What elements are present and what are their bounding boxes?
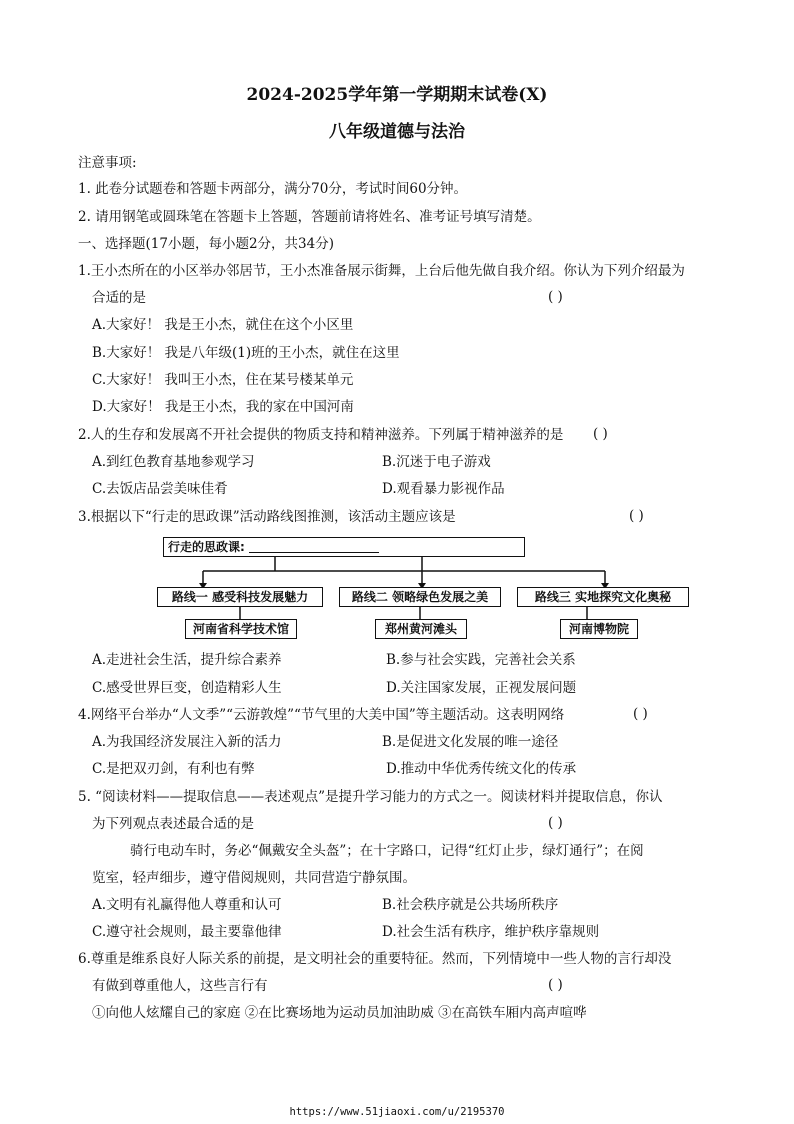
q5-answer-paren: ( ) (548, 815, 563, 831)
diagram-top-label: 行走的思政课: (168, 540, 245, 554)
q5-stem-line1: 5. “阅读材料——提取信息——表述观点”是提升学习能力的方式之一。阅读材料并提取信息，你认 (78, 789, 663, 805)
diagram-top-box (163, 537, 525, 557)
q5-option-d: D.社会生活有秩序，维护秩序靠规则 (382, 924, 600, 940)
q4-option-b: B.是促进文化发展的唯一途径 (382, 734, 559, 750)
q6-items: ①向他人炫耀自己的家庭 ②在比赛场地为运动员加油助威 ③在高铁车厢内高声喧哗 (92, 1005, 587, 1021)
q2-answer-paren: ( ) (593, 426, 608, 442)
q2-stem: 2.人的生存和发展离不开社会提供的物质支持和精神滋养。下列属于精神滋养的是 (78, 427, 564, 443)
route-diagram (155, 537, 672, 642)
q4-option-a: A.为我国经济发展注入新的活力 (92, 734, 282, 750)
q3-stem: 3.根据以下“行走的思政课”活动路线图推测，该活动主题应该是 (78, 509, 456, 525)
q3-answer-paren: ( ) (629, 508, 644, 524)
q1-stem-line1: 1.王小杰所在的小区举办邻居节，王小杰准备展示街舞，上台后他先做自我介绍。你认为下列介绍最为 (78, 263, 685, 279)
diagram-place-1: 河南省科学技术馆 (185, 619, 297, 639)
diagram-route-2: 路线二 领略绿色发展之美 (339, 587, 501, 607)
q4-option-d: D.推动中华优秀传统文化的传承 (386, 761, 577, 777)
diagram-route-1: 路线一 感受科技发展魅力 (157, 587, 323, 607)
q5-material-line1: 骑行电动车时，务必“佩戴安全头盔”；在十字路口，记得“红灯止步，绿灯通行”；在阅 (130, 843, 644, 859)
q3-option-a: A.走进社会生活，提升综合素养 (92, 652, 282, 668)
q2-option-c: C.去饭店品尝美味佳肴 (92, 481, 228, 497)
q3-option-c: C.感受世界巨变，创造精彩人生 (92, 680, 282, 696)
q2-option-b: B.沉迷于电子游戏 (382, 454, 491, 470)
q5-stem-line2: 为下列观点表述最合适的是 (92, 816, 254, 832)
q3-option-b: B.参与社会实践，完善社会关系 (386, 652, 576, 668)
q5-option-c: C.遵守社会规则，最主要靠他律 (92, 924, 282, 940)
exam-title: 2024-2025学年第一学期期末试卷(X) (246, 85, 548, 105)
q1-option-c: C.大家好！ 我叫王小杰，住在某号楼某单元 (92, 372, 354, 388)
q2-option-d: D.观看暴力影视作品 (382, 481, 505, 497)
diagram-blank-line (249, 540, 379, 553)
q4-option-c: C.是把双刃剑，有利也有弊 (92, 761, 255, 777)
diagram-place-3: 河南博物院 (560, 619, 638, 639)
notice-item-2: 2. 请用钢笔或圆珠笔在答题卡上答题，答题前请将姓名、准考证号填写清楚。 (78, 209, 541, 225)
diagram-route-3: 路线三 实地探究文化奥秘 (517, 587, 689, 607)
section-heading: 一、选择题(17小题，每小题2分，共34分) (78, 236, 334, 252)
notice-heading: 注意事项: (78, 155, 137, 171)
q4-answer-paren: ( ) (633, 706, 648, 722)
q1-stem-line2: 合适的是 (92, 290, 146, 306)
q3-option-d: D.关注国家发展，正视发展问题 (386, 680, 577, 696)
q6-answer-paren: ( ) (548, 977, 563, 993)
notice-item-1: 1. 此卷分试题卷和答题卡两部分，满分70分，考试时间60分钟。 (78, 181, 468, 197)
q2-option-a: A.到红色教育基地参观学习 (92, 454, 255, 470)
q6-stem-line1: 6.尊重是维系良好人际关系的前提，是文明社会的重要特征。然而，下列情境中一些人物的言行却没 (78, 951, 672, 967)
q6-stem-line2: 有做到尊重他人，这些言行有 (92, 978, 268, 994)
exam-subject: 八年级道德与法治 (329, 122, 465, 142)
q1-option-a: A.大家好！ 我是王小杰，就住在这个小区里 (92, 317, 354, 333)
q1-answer-paren: ( ) (548, 289, 563, 305)
diagram-place-2: 郑州黄河滩头 (375, 619, 467, 639)
q5-option-b: B.社会秩序就是公共场所秩序 (382, 897, 559, 913)
q1-option-d: D.大家好！ 我是王小杰，我的家在中国河南 (92, 399, 354, 415)
q5-material-line2: 览室，轻声细步，遵守借阅规则，共同营造宁静氛围。 (92, 870, 416, 886)
q5-option-a: A.文明有礼赢得他人尊重和认可 (92, 897, 282, 913)
q4-stem: 4.网络平台举办“人文季”“云游敦煌”“节气里的大美中国”等主题活动。这表明网络 (78, 707, 565, 723)
footer-url[interactable]: https://www.51jiaoxi.com/u/2195370 (289, 1106, 505, 1118)
q1-option-b: B.大家好！ 我是八年级(1)班的王小杰，就住在这里 (92, 345, 400, 361)
